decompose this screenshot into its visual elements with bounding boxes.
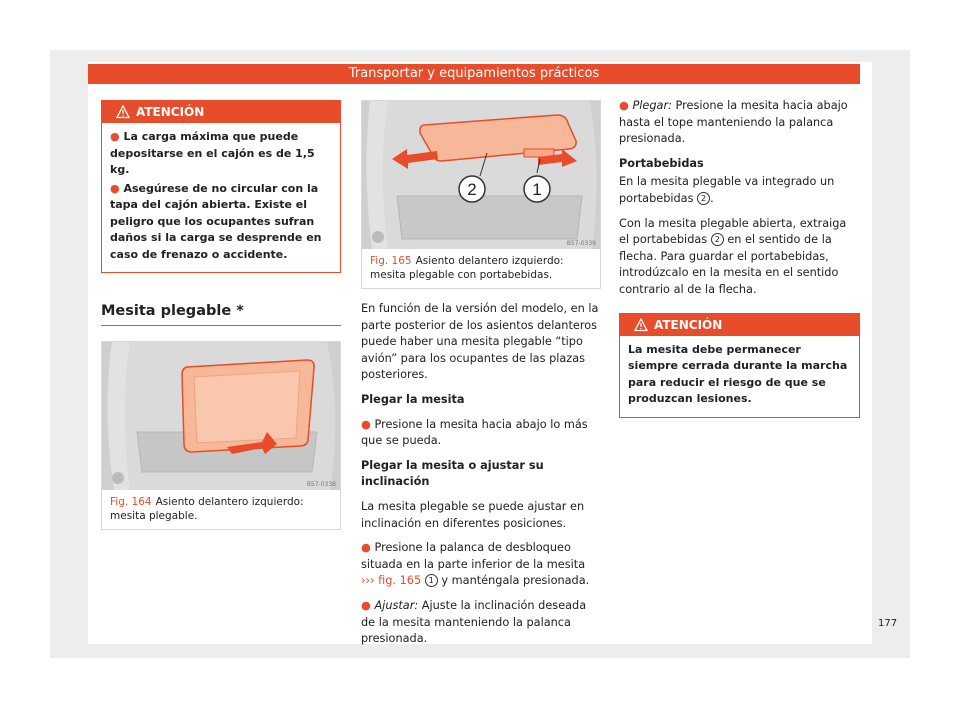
warning-box-2 — [619, 313, 860, 418]
callout-badge: 1 — [425, 574, 438, 587]
column-3-text — [619, 98, 860, 299]
warning-body — [620, 336, 859, 417]
figure-caption — [362, 249, 600, 288]
figure-callout-1: 1 — [532, 180, 542, 199]
warning-triangle-icon — [634, 318, 648, 332]
figure-label: Fig. 165 — [370, 255, 412, 267]
caption-text: Asiento delantero izquierdo: mesita plegable. — [110, 496, 304, 522]
figure-code: B57-0338 — [306, 481, 336, 488]
warning-triangle-icon — [116, 105, 130, 119]
list-item: ● Presione la palanca de desbloqueo situada en la parte inferior de la mesita ››› fig. 165 1 y manténgala presionada. — [361, 541, 590, 588]
callout-badge: 2 — [711, 233, 724, 246]
list-item: ● Ajustar: Ajuste la inclinación deseada de la mesita manteniendo la palanca presionada. — [361, 598, 587, 646]
warning-item: ● Asegúrese de no circular con la tapa del cajón abierta. Existe el peligro que los ocupantes sufran daños si la carga se desprende en caso de frenazo o accidente. — [110, 181, 322, 261]
figure-code: B57-0339 — [566, 240, 596, 247]
figure-caption — [102, 490, 340, 529]
column-3 — [619, 98, 860, 418]
column-1 — [101, 100, 341, 530]
chapter-header: Transportar y equipamientos prácticos — [88, 64, 860, 84]
paragraph-portabebidas-1: En la mesita plegable va integrado un portabebidas 2 . — [619, 175, 835, 205]
column-2 — [361, 100, 601, 656]
warning-text: La mesita debe permanecer siempre cerrada durante la marcha para reducir el riesgo de que se produzcan lesiones. — [628, 342, 848, 406]
list-item: ● Presione la mesita hacia abajo lo más que se pueda. — [361, 417, 588, 448]
page-number: 177 — [878, 618, 898, 629]
paragraph-portabebidas-2: Con la mesita plegable abierta, extraiga el portabebidas 2 en el sentido de la flecha. Para guardar el portabebidas, introdúzcalo en la mesita en el sentido contrario al de la flecha. — [619, 216, 847, 296]
list-item: ● Plegar: Presione la mesita hacia abajo hasta el tope manteniendo la palanca presionada. — [619, 99, 848, 146]
intro-paragraph: En función de la versión del modelo, en la parte posterior de los asientos delanteros puede haber una mesita plegable “tipo avión” para los ocupantes de las plazas posteriores. — [361, 302, 599, 382]
subheading-portabebidas: Portabebidas — [619, 156, 704, 170]
seat-back-cupholder-illustration — [362, 101, 600, 249]
column-2-text — [361, 301, 601, 648]
figure-label: Fig. 164 — [110, 496, 152, 508]
warning-item: ● La carga máxima que puede depositarse en el cajón es de 1,5 kg. — [110, 130, 315, 176]
warning-heading: ATENCIÓN — [136, 105, 205, 119]
subheading-ajustar: Plegar la mesita o ajustar su inclinación — [361, 458, 544, 489]
warning-header — [102, 101, 340, 123]
figure-reference-link[interactable]: ››› fig. 165 — [361, 574, 422, 588]
warning-heading: ATENCIÓN — [654, 317, 723, 332]
callout-badge: 2 — [697, 192, 710, 205]
warning-body — [102, 123, 340, 272]
figure-165 — [361, 100, 601, 289]
figure-164-image — [102, 342, 340, 490]
paragraph-ajustar: La mesita plegable se puede ajustar en inclinación en diferentes posiciones. — [361, 499, 585, 530]
warning-header — [620, 314, 859, 336]
figure-callout-2: 2 — [467, 180, 477, 199]
section-title: Mesita plegable * — [101, 303, 341, 326]
warning-box-1 — [101, 100, 341, 273]
subheading-plegar: Plegar la mesita — [361, 392, 465, 406]
seat-back-illustration — [102, 342, 340, 490]
figure-165-image — [362, 101, 600, 249]
caption-text: Asiento delantero izquierdo: mesita plegable con portabebidas. — [370, 255, 564, 281]
figure-164 — [101, 341, 341, 530]
